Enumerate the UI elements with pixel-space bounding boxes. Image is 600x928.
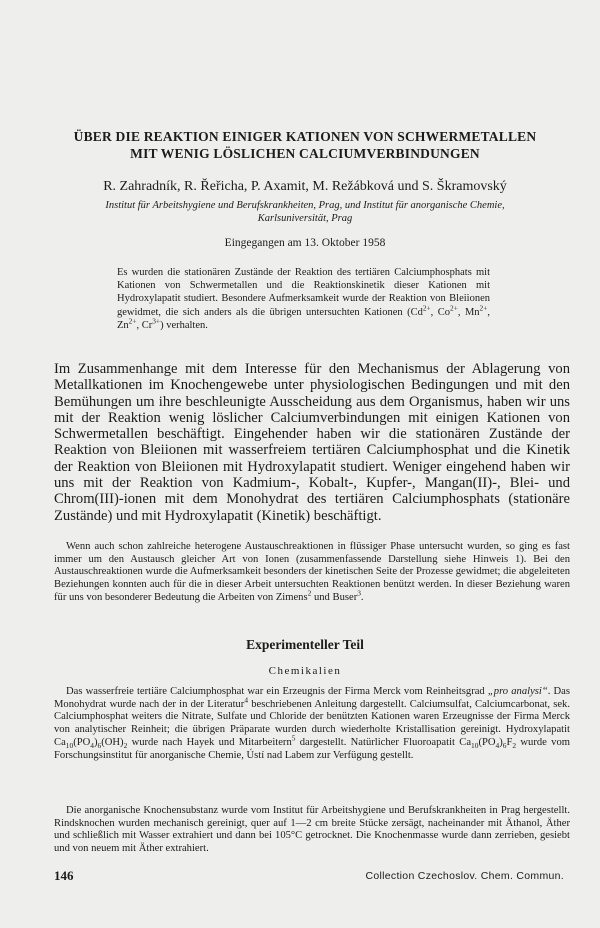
formula-subscript: 10 — [65, 740, 74, 750]
ion-charge: 2+ — [128, 316, 137, 326]
reference-mark: 3 — [357, 588, 361, 598]
abstract-text: , Mn — [457, 306, 480, 318]
ion-charge: 2+ — [450, 303, 458, 313]
reference-mark: 4 — [244, 695, 249, 705]
body-text: dargestellt. Natürlicher Fluoroapatit Ca — [295, 736, 472, 748]
body-text: F — [506, 736, 513, 748]
abstract — [117, 266, 490, 332]
title-line-2: MIT WENIG LÖSLICHEN CALCIUMVERBINDUNGEN — [130, 146, 480, 161]
emphasis-text: „pro analysi“ — [487, 686, 548, 697]
abstract-text: Es wurden die stationären Zustände der Reaktion des tertiären Calciumphosphats mit Kationen von Schwermetallen und die Reaktionskinetik dieser Kationen mit Hydroxylapatit studiert. Besondere Aufmerksamkeit wurde der Reaktion von Bleiionen gewidmet, die sich anders als die übrigen untersuchten Kationen (Cd — [117, 267, 490, 318]
body-text: beschriebenen Anleitung dargestellt. Calciumsulfat, Calciumcarbonat, sek. Calciumphosphat weiters die Nitrate, Sulfate und Chloride der benützten Kationen waren Erzeugnisse der Firma Merck von analytischer Reinheit; die übrigen Präparate wurden durch wiederholte Kristallisation gereinigt. Hydroxylapatit Ca — [54, 698, 570, 748]
abstract-text: , Cr — [136, 319, 153, 331]
journal-name: Collection Czechoslov. Chem. Commun. — [365, 870, 564, 882]
abstract-text: , Co — [430, 306, 451, 318]
page-number: 146 — [54, 868, 74, 883]
ion-charge: 3+ — [152, 316, 161, 326]
author-list: R. Zahradník, R. Řeřicha, P. Axamit, M. Režábková und S. Škramovský — [103, 179, 507, 194]
formula-subscript: 4 — [90, 740, 94, 750]
body-text: (PO — [73, 736, 91, 748]
body-text: ) — [499, 736, 503, 748]
affiliation — [40, 199, 570, 225]
body-text: wurde nach Hayek und Mitarbeitern — [127, 736, 292, 748]
body-text: (OH) — [101, 736, 124, 748]
formula-subscript: 6 — [97, 740, 102, 750]
body-text: . Das Monohydrat wurde nach der in der Literatur — [54, 686, 570, 710]
formula-subscript: 2 — [123, 740, 128, 750]
ion-charge: 2+ — [479, 303, 488, 313]
body-paragraph: Die anorganische Knochensubstanz wurde vom Institut für Arbeitshygiene und Berufskrankheiten in Prag hergestellt. Rindsknochen wurden mechanisch gereinigt, quer auf 1—2 cm breite Stücke zersägt, nacheinander mit Äthanol, Äther und schließlich mit Wasser extrahiert und dann bei 105°C getrocknet. Die Knochenmasse wurde dann zerrieben, gesiebt und von neuem mit Äther extrahiert. — [54, 805, 570, 855]
formula-subscript: 4 — [495, 740, 500, 750]
formula-subscript: 2 — [512, 740, 517, 750]
subsection-heading: Chemikalien — [268, 665, 342, 677]
received-date: Eingegangen am 13. Oktober 1958 — [224, 237, 386, 249]
body-paragraph — [54, 686, 570, 762]
body-text: Wenn auch schon zahlreiche heterogene Austauschreaktionen in flüssiger Phase untersucht wurden, so ging es fast immer um den Austausch gleicher Art von Ionen (zusammenfassende Darstellung siehe Hinweis 1). Bei den Austauschreaktionen wurde die Aufmerksamkeit besonders der kinetischen Seite der Prozesse gewidmet; die abgeleiteten Beziehungen konnten auch für die in dieser Arbeit untersuchten Reaktionen benützt werden. In dieser Beziehung waren für uns von besonderer Bedeutung die Arbeiten von Zimens — [54, 541, 570, 603]
abstract-text: ) verhalten. — [160, 319, 208, 331]
body-text: Das wasserfreie tertiäre Calciumphosphat war ein Erzeugnis der Firma Merck vom Reinheitsgrad — [66, 686, 488, 697]
affiliation-line-1: Institut für Arbeitshygiene und Berufskrankheiten, Prag, und Institut für anorganische Chemie, — [105, 200, 505, 211]
abstract-text: , Zn — [117, 306, 490, 331]
formula-subscript: 10 — [471, 740, 479, 750]
body-text: wurde vom Forschungsinstitut für anorganische Chemie, Ústí nad Labem zur Verfügung gestellt. — [54, 736, 570, 761]
ion-charge: 2+ — [422, 303, 431, 313]
reference-mark: 2 — [307, 588, 312, 598]
body-paragraph — [54, 541, 570, 605]
title-line-1: ÜBER DIE REAKTION EINIGER KATIONEN VON SCHWERMETALLEN — [73, 129, 537, 144]
body-text: . — [360, 591, 364, 603]
affiliation-line-2: Karlsuniversität, Prag — [257, 213, 353, 224]
paper-title — [40, 128, 570, 162]
reference-mark: 5 — [291, 733, 296, 743]
body-text: ) — [93, 736, 98, 748]
intro-paragraph: Im Zusammenhange mit dem Interesse für den Mechanismus der Ablagerung von Metallkationen im Knochengewebe unter physiologischen Bedingungen und mit den Bemühungen um ihre beschleunigte Ausscheidung aus dem Organismus, haben wir uns mit der Reaktion wenig löslicher Calciumverbindungen mit einigen Kationen von Schwermetallen beschäftigt. Eingehender haben wir die stationären Zustände der Reaktion von Bleiionen mit wasserfreiem tertiären Calciumphosphat und die Kinetik der Reaktion von Bleiionen mit Hydroxylapatit studiert. Weniger eingehend haben wir uns mit der Reaktion von Kadmium-, Kobalt-, Kupfer-, Mangan(II)-, Blei- und Chrom(III)-ionen mit dem Monohydrat des tertiären Calciumphosphats (stationäre Zustände) und mit Hydroxylapatit (Kinetik) beschäftigt. — [54, 361, 570, 524]
body-text: (PO — [478, 736, 496, 748]
section-heading: Experimenteller Teil — [246, 637, 364, 652]
body-text: und Buser — [311, 591, 358, 603]
formula-subscript: 6 — [502, 740, 507, 750]
